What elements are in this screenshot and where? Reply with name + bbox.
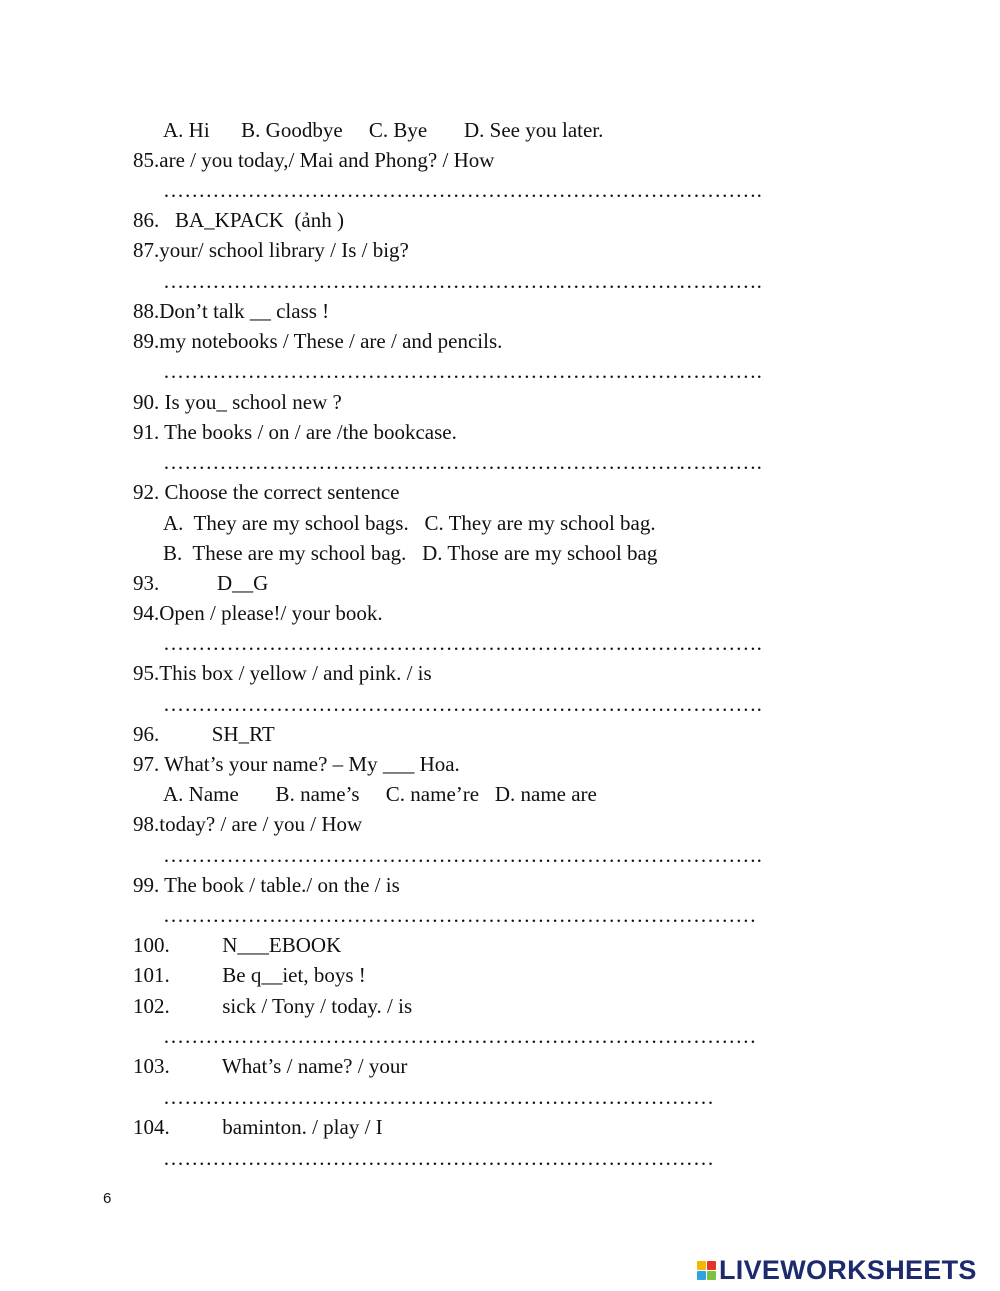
question-98: 98.today? / are / you / How: [133, 812, 363, 836]
answer-line-99[interactable]: …………………………………………………………………………: [163, 903, 757, 927]
question-93: 93. D__G: [133, 571, 269, 595]
question-95: 95.This box / yellow / and pink. / is: [133, 661, 432, 685]
question-90: 90. Is you_ school new ?: [133, 390, 342, 414]
question-99: 99. The book / table./ on the / is: [133, 873, 400, 897]
answer-line-103[interactable]: ……………………………………………………………………: [163, 1085, 715, 1109]
answer-line-102[interactable]: …………………………………………………………………………: [163, 1024, 757, 1048]
answer-line-94[interactable]: ………………………………………………………………………….: [163, 631, 763, 655]
question-97: 97. What’s your name? – My ___ Hoa.: [133, 752, 460, 776]
question-103: 103. What’s / name? / your: [133, 1054, 408, 1078]
question-104: 104. baminton. / play / I: [133, 1115, 383, 1139]
liveworksheets-logo: [697, 1255, 977, 1285]
question-102: 102. sick / Tony / today. / is: [133, 994, 413, 1018]
question-86: 86. BA_KPACK (ảnh ): [133, 208, 344, 232]
question-101: 101. Be q__iet, boys !: [133, 963, 366, 987]
answer-line-98[interactable]: ………………………………………………………………………….: [163, 843, 763, 867]
question-96: 96. SH_RT: [133, 722, 275, 746]
answer-line-85[interactable]: ………………………………………………………………………….: [163, 178, 763, 202]
question-89: 89.my notebooks / These / are / and pencils.: [133, 329, 503, 353]
question-94: 94.Open / please!/ your book.: [133, 601, 383, 625]
answer-line-91[interactable]: ………………………………………………………………………….: [163, 450, 763, 474]
question-100: 100. N___EBOOK: [133, 933, 342, 957]
answer-line-104[interactable]: ……………………………………………………………………: [163, 1146, 715, 1170]
question-85: 85.are / you today,/ Mai and Phong? / How: [133, 148, 495, 172]
brand-name: LIVEWORKSHEETS: [719, 1254, 977, 1285]
option-line-92-ac: A. They are my school bags. C. They are my school bag.: [163, 511, 656, 535]
answer-line-95[interactable]: ………………………………………………………………………….: [163, 692, 763, 716]
question-91: 91. The books / on / are /the bookcase.: [133, 420, 457, 444]
option-line-92-bd: B. These are my school bag. D. Those are my school bag: [163, 541, 658, 565]
answer-line-87[interactable]: ………………………………………………………………………….: [163, 269, 763, 293]
option-line-97: A. Name B. name’s C. name’re D. name are: [163, 782, 597, 806]
answer-line-89[interactable]: ………………………………………………………………………….: [163, 359, 763, 383]
option-line-84: A. Hi B. Goodbye C. Bye D. See you later.: [163, 118, 604, 142]
page-number: 6: [103, 1190, 112, 1207]
question-87: 87.your/ school library / Is / big?: [133, 238, 409, 262]
question-92: 92. Choose the correct sentence: [133, 480, 400, 504]
question-88: 88.Don’t talk __ class !: [133, 299, 330, 323]
brand-blocks-icon: [697, 1261, 716, 1280]
